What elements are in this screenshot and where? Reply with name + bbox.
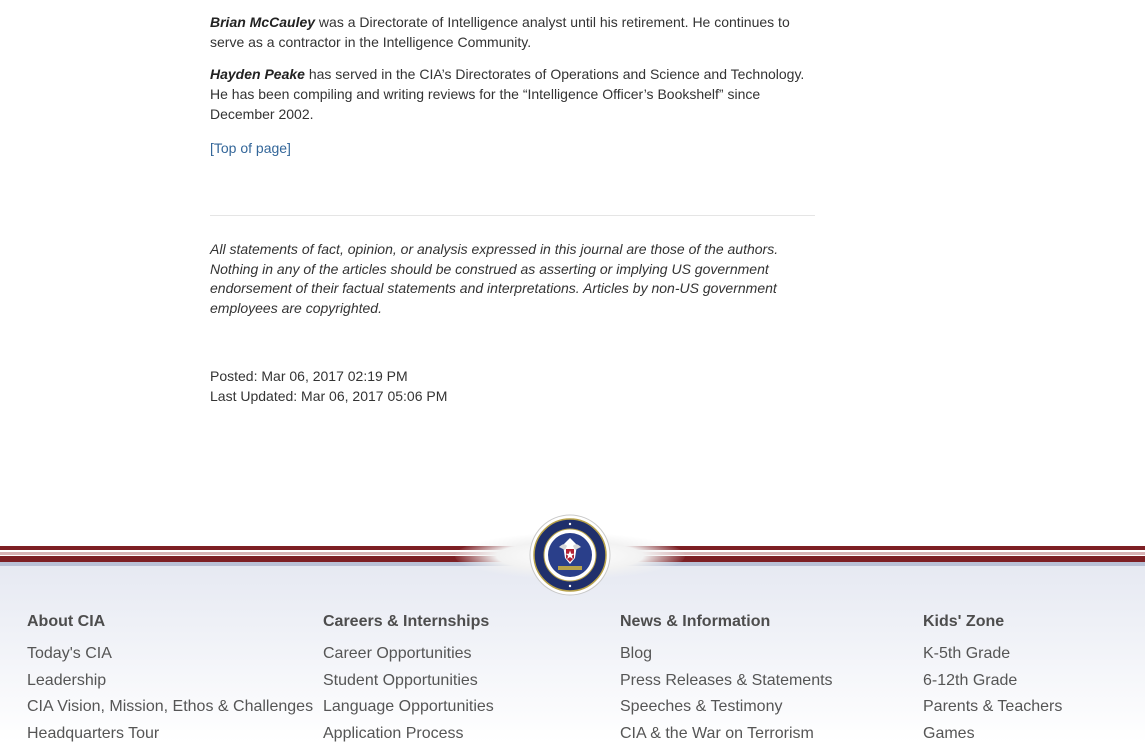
footer-column-kids-zone (923, 612, 1062, 742)
footer-link-student-opportunities[interactable]: Student Opportunities (323, 671, 478, 689)
footer-heading-about-cia[interactable]: About CIA (27, 613, 106, 630)
posted-date: Posted: Mar 06, 2017 02:19 PM (210, 368, 408, 384)
footer-link-application-process[interactable]: Application Process (323, 724, 464, 742)
footer-link-games[interactable]: Games (923, 724, 975, 742)
footer-link-language-opportunities[interactable]: Language Opportunities (323, 698, 494, 715)
bio-brian-mccauley (210, 12, 815, 52)
footer-heading-careers[interactable]: Careers & Internships (323, 613, 490, 630)
disclaimer: All statements of fact, opinion, or analysis expressed in this journal are those of the authors. Nothing in any of the articles should be construed as asserting or implying US government endorsement of their factual statements and interpretations. Articles by non-US government employees are copyrighted. (210, 241, 779, 316)
last-updated-date: Last Updated: Mar 06, 2017 05:06 PM (210, 388, 448, 404)
footer-link-leadership[interactable]: Leadership (27, 671, 107, 689)
bio-text: was a Directorate of Intelligence analyst until his retirement. He continues to serve as a contractor in the Intelligence Community. (210, 14, 790, 50)
page-dates (210, 366, 447, 406)
divider (210, 215, 815, 216)
footer-link-career-opportunities[interactable]: Career Opportunities (323, 645, 472, 662)
footer-link-todays-cia[interactable]: Today's CIA (27, 645, 112, 662)
footer-link-vision-mission[interactable]: CIA Vision, Mission, Ethos & Challenges (27, 698, 314, 715)
top-of-page-link[interactable]: [Top of page] (210, 140, 291, 156)
bio-author-name: Brian McCauley (210, 14, 316, 30)
footer-link-6-12[interactable]: 6-12th Grade (923, 671, 1018, 689)
bio-hayden-peake (210, 64, 815, 124)
footer-link-speeches[interactable]: Speeches & Testimony (620, 698, 783, 715)
footer-column-careers (323, 612, 494, 742)
footer-column-about-cia (27, 612, 313, 742)
footer-link-war-on-terrorism[interactable]: CIA & the War on Terrorism (620, 724, 814, 742)
footer-link-k5[interactable]: K-5th Grade (923, 645, 1011, 662)
bio-text: has served in the CIA’s Directorates of Operations and Science and Technology. He has been compiling and writing reviews for the “Intelligence Officer’s Bookshelf” since December 2002. (210, 66, 805, 122)
article-bios (210, 12, 815, 158)
footer-heading-news[interactable]: News & Information (620, 613, 771, 630)
bio-author-name: Hayden Peake (210, 66, 305, 82)
footer-link-parents-teachers[interactable]: Parents & Teachers (923, 698, 1063, 715)
footer-heading-kids-zone[interactable]: Kids' Zone (923, 613, 1005, 630)
footer-column-news (620, 612, 833, 742)
footer-link-headquarters-tour[interactable]: Headquarters Tour (27, 724, 160, 742)
footer-link-press-releases[interactable]: Press Releases & Statements (620, 671, 833, 689)
footer-link-blog[interactable]: Blog (620, 645, 653, 662)
cia-seal-icon[interactable] (529, 514, 611, 596)
